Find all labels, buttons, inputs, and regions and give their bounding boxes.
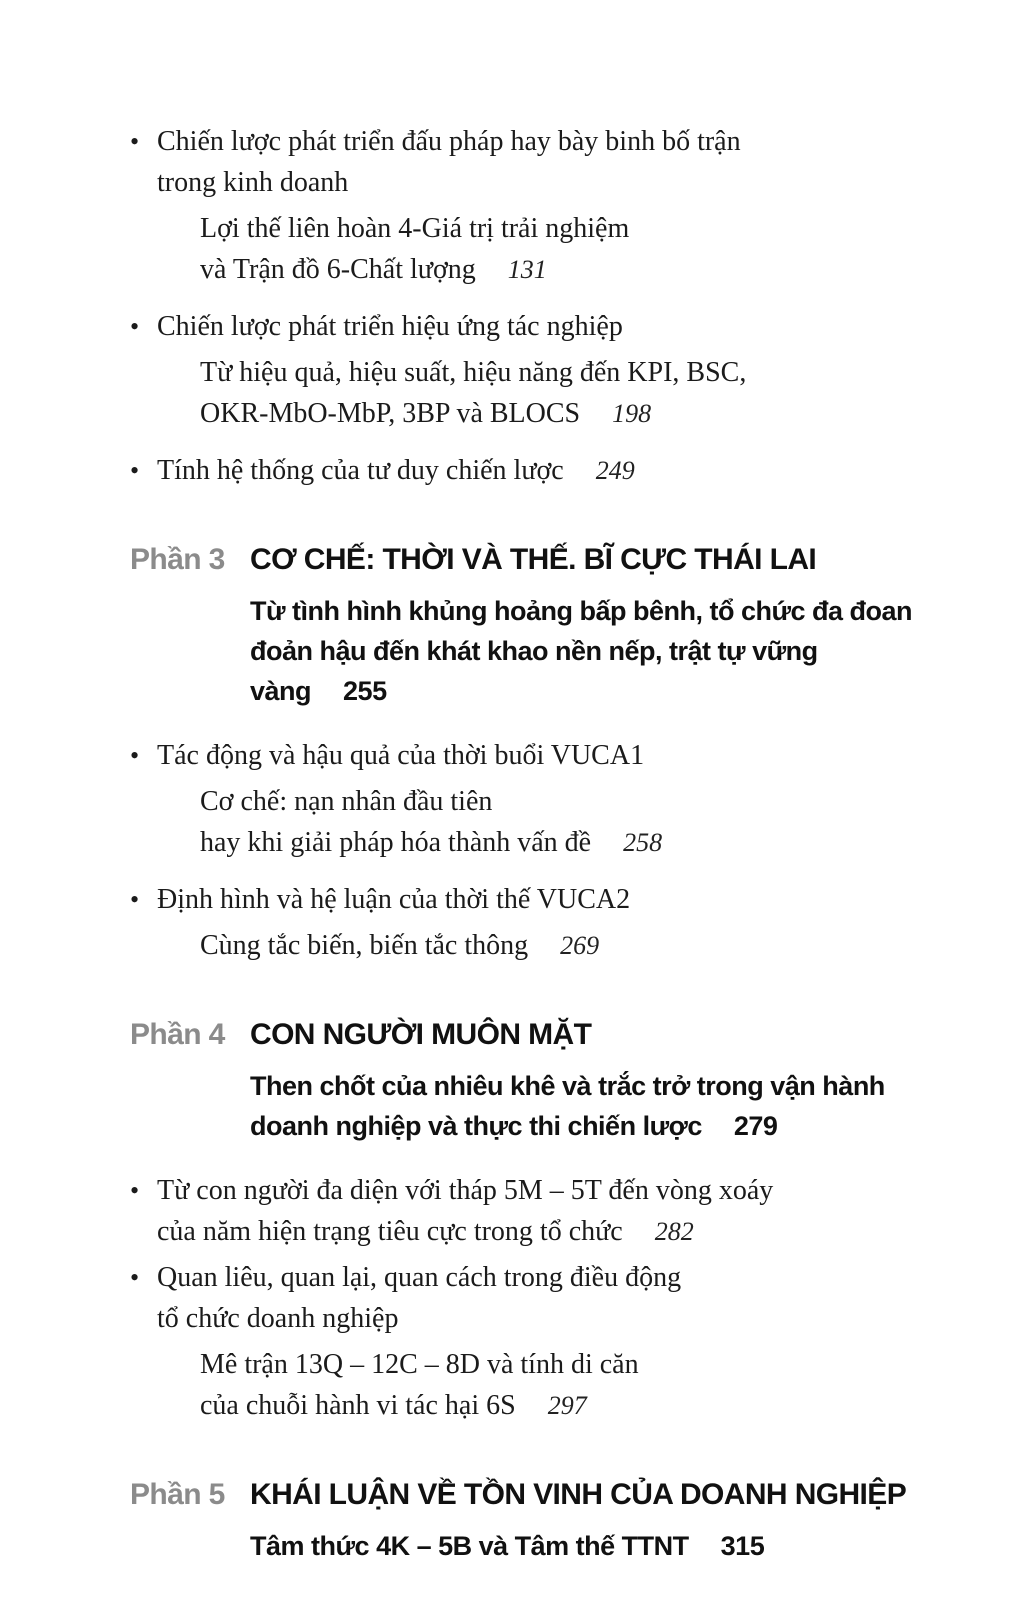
toc-line: Tác động và hậu quả của thời buổi VUCA1 — [157, 740, 645, 771]
toc-line: và Trận đồ 6-Chất lượng 131 — [200, 254, 547, 285]
toc-subentry — [200, 208, 934, 290]
bullet-icon: • — [130, 456, 140, 485]
toc-line: của chuỗi hành vi tác hại 6S 297 — [200, 1390, 587, 1421]
toc-line: Mê trận 13Q – 12C – 8D và tính di căn — [200, 1349, 639, 1380]
toc-line: Định hình và hệ luận của thời thế VUCA2 — [157, 884, 631, 915]
toc-section — [130, 541, 934, 711]
page-number: 282 — [654, 1217, 694, 1246]
bullet-icon: • — [130, 1176, 140, 1205]
section-subtitle: Từ tình hình khủng hoảng bấp bênh, tổ chức đa đoan đoản hậu đến khát khao nền nếp, trật tự vững vàng 255 — [250, 596, 913, 706]
page-number: 249 — [595, 456, 635, 485]
toc-line: Tính hệ thống của tư duy chiến lược 249 — [157, 455, 635, 486]
section-subtitle: Then chốt của nhiêu khê và trắc trở trong vận hành doanh nghiệp và thực thi chiến lược 279 — [250, 1071, 885, 1141]
toc-line: Cơ chế: nạn nhân đầu tiên — [200, 786, 493, 817]
toc-section — [130, 1476, 934, 1566]
toc-subentry — [200, 925, 934, 966]
bullet-icon: • — [130, 741, 140, 770]
toc-entry — [130, 735, 934, 776]
page-number: 279 — [733, 1111, 778, 1141]
page-number: 198 — [612, 399, 652, 428]
toc-subentry — [200, 781, 934, 863]
toc-line: Lợi thế liên hoàn 4-Giá trị trải nghiệm — [200, 213, 630, 244]
toc-subentry — [200, 1344, 934, 1426]
toc-subentry — [200, 352, 934, 434]
toc-entry — [130, 450, 934, 491]
toc-line: Cùng tắc biến, biến tắc thông 269 — [200, 930, 600, 961]
bullet-icon: • — [130, 127, 140, 156]
page-number: 297 — [547, 1391, 587, 1420]
page-number: 131 — [507, 255, 547, 284]
bullet-icon: • — [130, 1263, 140, 1292]
section-title: CON NGƯỜI MUÔN MẶT — [250, 1018, 592, 1051]
section-subtitle: Tâm thức 4K – 5B và Tâm thế TTNT 315 — [250, 1531, 765, 1561]
toc-entry — [130, 879, 934, 920]
toc-line: trong kinh doanh — [157, 167, 349, 198]
toc-line: Chiến lược phát triển hiệu ứng tác nghiệp — [157, 311, 623, 342]
toc-line: Quan liêu, quan lại, quan cách trong điều động — [157, 1262, 682, 1293]
toc-entry — [130, 121, 934, 203]
toc-entry — [130, 1257, 934, 1339]
toc-line: OKR-MbO-MbP, 3BP và BLOCS 198 — [200, 398, 652, 429]
toc-line: Chiến lược phát triển đấu pháp hay bày binh bố trận — [157, 126, 741, 157]
toc-section — [130, 1016, 934, 1146]
bullet-icon: • — [130, 312, 140, 341]
toc-line: của năm hiện trạng tiêu cực trong tổ chức 282 — [157, 1216, 694, 1247]
page-number: 269 — [560, 931, 600, 960]
toc-entry — [130, 306, 934, 347]
toc-line: hay khi giải pháp hóa thành vấn đề 258 — [200, 827, 663, 858]
page-number: 315 — [720, 1531, 765, 1561]
toc-line: Từ con người đa diện với tháp 5M – 5T đến vòng xoáy — [157, 1175, 774, 1206]
section-title: KHÁI LUẬN VỀ TỒN VINH CỦA DOANH NGHIỆP — [250, 1478, 907, 1511]
section-label: Phần 3 — [130, 543, 225, 576]
toc-line: Từ hiệu quả, hiệu suất, hiệu năng đến KPI, BSC, — [200, 357, 747, 388]
toc-entry — [130, 1170, 934, 1252]
section-title: CƠ CHẾ: THỜI VÀ THẾ. BĨ CỰC THÁI LAI — [250, 543, 817, 576]
page-number: 258 — [623, 828, 663, 857]
toc-line: tổ chức doanh nghiệp — [157, 1303, 399, 1334]
bullet-icon: • — [130, 885, 140, 914]
section-label: Phần 5 — [130, 1478, 225, 1511]
page-number: 255 — [343, 676, 387, 706]
section-label: Phần 4 — [130, 1018, 225, 1051]
